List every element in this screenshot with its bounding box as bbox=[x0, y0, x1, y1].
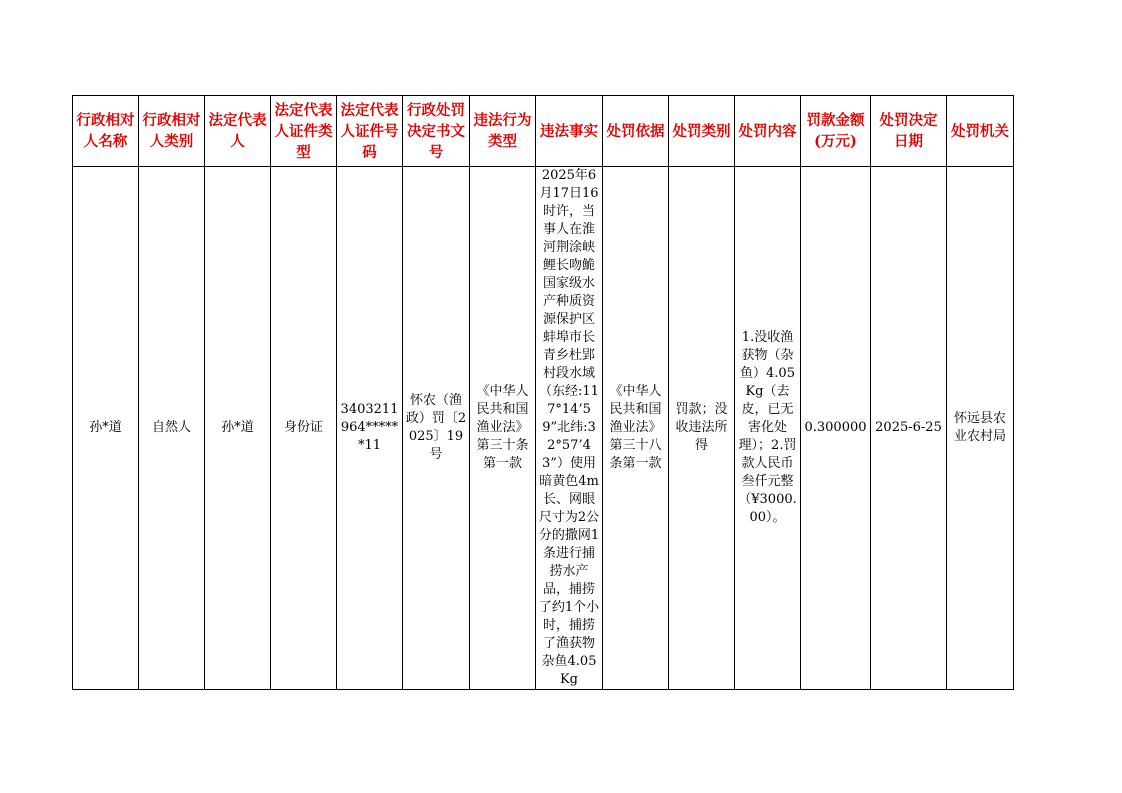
cell-fine-amount: 0.300000 bbox=[801, 167, 871, 690]
cell-id-type: 身份证 bbox=[271, 167, 337, 690]
cell-id-number: 3403211964******11 bbox=[337, 167, 403, 690]
header-row bbox=[73, 96, 1014, 167]
cell-party-category: 自然人 bbox=[139, 167, 205, 690]
header-party-name: 行政相对人名称 bbox=[73, 96, 139, 167]
header-legal-basis: 处罚依据 bbox=[603, 96, 669, 167]
cell-decision-number: 怀农（渔政）罚〔2025〕19号 bbox=[403, 167, 470, 690]
header-id-type: 法定代表人证件类型 bbox=[271, 96, 337, 167]
header-violation-facts: 违法事实 bbox=[536, 96, 603, 167]
header-fine-amount: 罚款金额(万元) bbox=[801, 96, 871, 167]
cell-penalty-content: 1.没收渔获物（杂鱼）4.05Kg（去皮，已无害化处理）；2.罚款人民币叁仟元整（¥3000.00）。 bbox=[735, 167, 801, 690]
header-decision-date: 处罚决定日期 bbox=[871, 96, 947, 167]
cell-party-name: 孙*道 bbox=[73, 167, 139, 690]
header-legal-rep: 法定代表人 bbox=[205, 96, 271, 167]
header-decision-number: 行政处罚决定书文号 bbox=[403, 96, 470, 167]
cell-penalty-category: 罚款；没收违法所得 bbox=[669, 167, 735, 690]
header-penalty-content: 处罚内容 bbox=[735, 96, 801, 167]
cell-violation-type: 《中华人民共和国渔业法》第三十条第一款 bbox=[470, 167, 536, 690]
cell-violation-facts: 2025年6月17日16时许，当事人在淮河荆涂峡鲤长吻鮠国家级水产种质资源保护区蚌埠市长青乡杜郢村段水域（东经:117°14’59”北纬:32°57’43”）使用暗黄色4m长、网眼尺寸为2公分的撒网1条进行捕捞水产品，捕捞了约1个小时，捕捞了渔获物杂鱼4.05Kg bbox=[536, 167, 603, 690]
cell-legal-rep: 孙*道 bbox=[205, 167, 271, 690]
penalty-table bbox=[72, 95, 1014, 690]
header-authority: 处罚机关 bbox=[947, 96, 1014, 167]
cell-authority: 怀远县农业农村局 bbox=[947, 167, 1014, 690]
cell-legal-basis: 《中华人民共和国渔业法》第三十八条第一款 bbox=[603, 167, 669, 690]
cell-decision-date: 2025-6-25 bbox=[871, 167, 947, 690]
table-row bbox=[73, 167, 1014, 690]
header-violation-type: 违法行为类型 bbox=[470, 96, 536, 167]
header-penalty-category: 处罚类别 bbox=[669, 96, 735, 167]
header-id-number: 法定代表人证件号码 bbox=[337, 96, 403, 167]
header-party-category: 行政相对人类别 bbox=[139, 96, 205, 167]
